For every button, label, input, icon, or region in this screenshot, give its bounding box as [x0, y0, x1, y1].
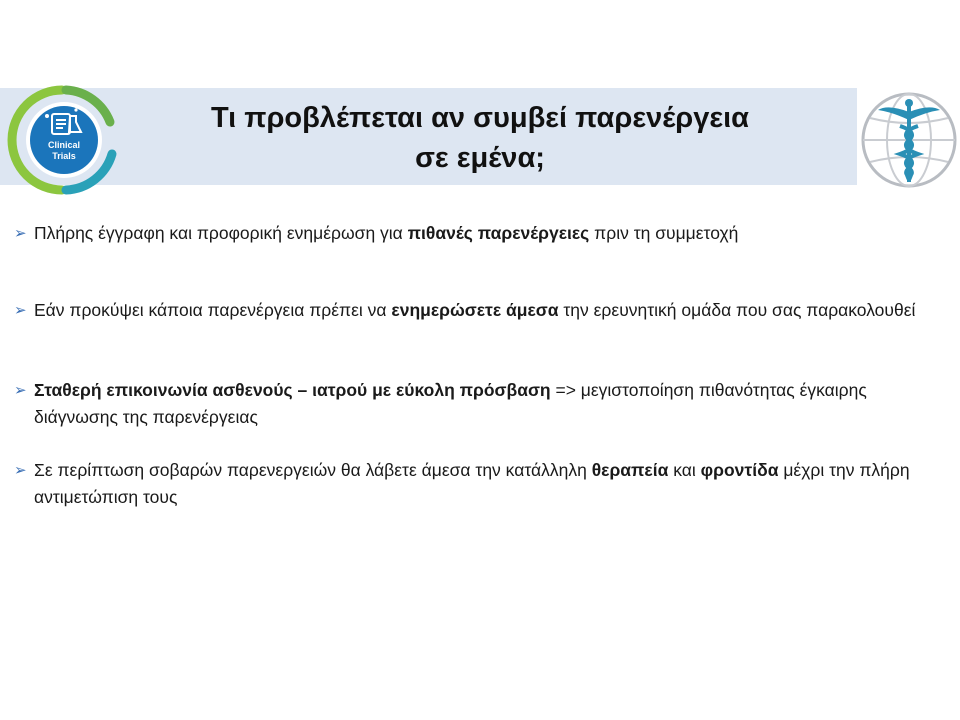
bullet-item-2: [14, 297, 944, 324]
bullet-2-bold: ενημερώσετε άμεσα: [391, 300, 559, 320]
arrow-bullet-icon: ➢: [14, 382, 27, 399]
logo-text-clinical: Clinical: [47, 140, 81, 150]
arrow-bullet-icon: ➢: [14, 462, 27, 479]
bullet-3-text-end: => μεγιστοποίηση πιθανότητας έγκαιρης διάγνωσης της παρενέργειας: [34, 380, 867, 427]
logo-text-trials: Trials: [52, 151, 76, 161]
bullet-item-3: [14, 377, 944, 431]
bullet-1-bold: πιθανές παρενέργειες: [407, 223, 590, 243]
bullet-2-text: Εάν προκύψει κάποια παρενέργεια πρέπει να: [34, 300, 392, 320]
bullet-1-text: Πλήρης έγγραφη και προφορική ενημέρωση για: [34, 223, 408, 243]
bullet-2-text-end: την ερευνητική ομάδα που σας παρακολουθεί: [558, 300, 916, 320]
bullet-4-text-end: μέχρι την πλήρη αντιμετώπιση τους: [34, 460, 910, 507]
bullet-4-text: Σε περίπτωση σοβαρών παρενεργειών θα λάβετε άμεσα την κατάλληλη: [34, 460, 592, 480]
bullet-4-bold-1: θεραπεία: [591, 460, 669, 480]
title-line-2: σε εμένα;: [415, 142, 545, 174]
bullet-4-bold-2: φροντίδα: [700, 460, 779, 480]
bullet-3-bold: Σταθερή επικοινωνία ασθενούς – ιατρού με εύκολη πρόσβαση: [34, 380, 551, 400]
bullet-4-text-mid: και: [668, 460, 701, 480]
title-line-1: Τι προβλέπεται αν συμβεί παρενέργεια: [210, 102, 750, 134]
bullet-1-text-end: πριν τη συμμετοχή: [589, 223, 739, 243]
bullet-item-4: [14, 457, 944, 511]
arrow-bullet-icon: ➢: [14, 225, 27, 242]
bullet-item-1: [14, 220, 944, 247]
arrow-bullet-icon: ➢: [14, 302, 27, 319]
